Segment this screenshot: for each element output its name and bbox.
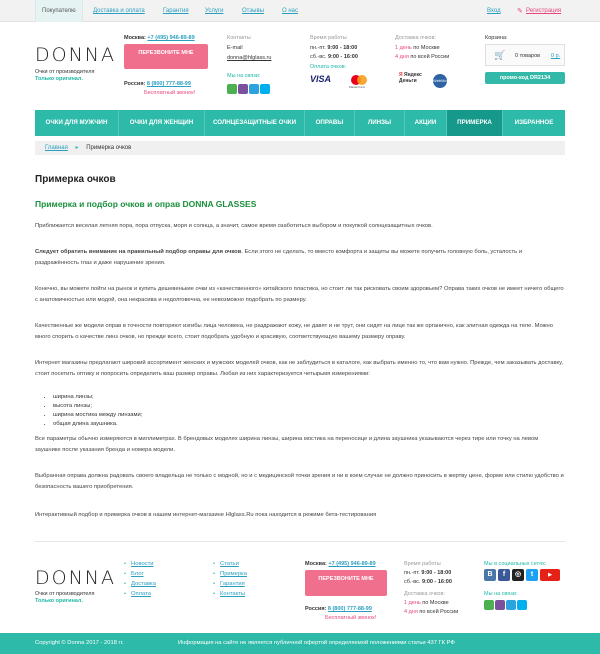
- russia-phone[interactable]: 8 (800) 777-88-99: [146, 81, 191, 87]
- footer-logo[interactable]: DONNA: [35, 567, 117, 589]
- footer-divider: [35, 541, 565, 542]
- footer-delivery-label: Доставка очков:: [404, 591, 445, 597]
- moscow-phone[interactable]: +7 (495) 946-89-89: [147, 35, 195, 41]
- hours-weekend: [310, 53, 358, 61]
- telegram-icon[interactable]: [249, 84, 259, 94]
- footer-delivery-moscow: [404, 599, 449, 607]
- list-item: • высота линзы;: [53, 402, 142, 411]
- youtube-icon[interactable]: ▶: [540, 569, 560, 581]
- footer-hours-weekdays-days: пн.-пт.: [404, 570, 420, 576]
- footer-moscow-phone[interactable]: +7 (495) 946-89-89: [328, 561, 376, 567]
- hours-label: Время работы: [310, 35, 347, 41]
- topnav-item-services[interactable]: Услуги: [205, 8, 224, 14]
- paragraph-quality: Качественные же модели оправ в точности повторяют изгибы лица человека, не раздражают кожу, не давят и не трут, они сидят на лице так же органично, как элитная одежда на теле. Можно много спорить о качестве линз очков, но прежде всего, стоит подобрать удобную и красивую, соответствующую вашему размеру оправу.: [35, 323, 553, 340]
- twitter-icon[interactable]: t: [526, 569, 538, 581]
- cart-sum[interactable]: 0 р.: [551, 53, 561, 59]
- footer-russia-phone[interactable]: 8 (800) 777-88-99: [327, 606, 372, 612]
- paragraph-market: Конечно, вы можете пойти на рынок и купить дешевенькие очки из «качественного» китайского пластика, но стоит ли так рисковать своим здоровьем? Оправа таких очков не имеет ничего общего с анатомичностью или модой, она некрасива и недолговечна, ее невозможно подобрать по размеру.: [35, 286, 564, 303]
- footer-social-label: Мы в социальных сетях:: [484, 561, 547, 567]
- yandex-money-logo: Я Яндекс Деньги: [399, 72, 422, 84]
- footer-link-contacts[interactable]: • Контакты: [213, 589, 247, 599]
- footer-link-fitting[interactable]: • Примерка: [213, 569, 247, 579]
- page-subtitle: Примерка и подбор очков и оправ DONNA GLASSES: [35, 199, 257, 209]
- footer-link-delivery[interactable]: • Доставка: [124, 579, 156, 589]
- cart-box[interactable]: [485, 44, 565, 66]
- footer-russia-phone-row: [305, 605, 372, 613]
- footer-link-news[interactable]: • Новости: [124, 559, 156, 569]
- russia-phone-row: [124, 80, 191, 88]
- hours-weekend-time: 9:00 - 16:00: [327, 54, 358, 60]
- footer-hours-weekend: [404, 578, 452, 586]
- copyright: Copyright © Donna 2017 - 2018 гг.: [35, 640, 124, 646]
- topnav-item-delivery[interactable]: Доставка и оплата: [93, 8, 145, 14]
- footer-hours-label: Время работы: [404, 561, 441, 567]
- promo-code[interactable]: промо-код DR2134: [485, 72, 565, 84]
- nav-sunglasses[interactable]: СОЛНЦЕЗАЩИТНЫЕ ОЧКИ: [205, 110, 305, 136]
- login-link[interactable]: Вход: [487, 8, 501, 14]
- breadcrumb-arrow-icon: ▸: [75, 145, 79, 151]
- breadcrumb: [35, 141, 565, 155]
- moscow-phone-row: [124, 34, 195, 42]
- delivery-label: Доставка очков:: [395, 35, 436, 41]
- footer-callback-button[interactable]: ПЕРЕЗВОНИТЕ МНЕ: [305, 570, 387, 596]
- delivery-russia-days: 4 дня: [395, 54, 409, 60]
- breadcrumb-current: Примерка очков: [86, 145, 132, 151]
- nav-sales[interactable]: АКЦИИ: [405, 110, 447, 136]
- delivery-moscow-days: 1 день: [395, 45, 412, 51]
- topnav-item-reviews[interactable]: Отзывы: [242, 8, 264, 14]
- delivery-russia-text: по всей России: [410, 54, 450, 60]
- main-nav: [35, 110, 565, 136]
- nav-frames[interactable]: ОПРАВЫ: [305, 110, 355, 136]
- footer-link-blog[interactable]: • Блог: [124, 569, 156, 579]
- logo[interactable]: DONNA: [35, 44, 117, 66]
- tagline: Очки от производителя: [35, 69, 95, 75]
- footer-messengers-label: Мы на связи:: [484, 591, 518, 597]
- paragraph-attention-bold: Следует обратить внимание на правильный подбор оправы для очков: [35, 249, 242, 255]
- list-item: • общая длина заушника.: [53, 420, 142, 429]
- russia-label: Россия:: [124, 81, 146, 87]
- tagline-original: Только оригинал.: [35, 76, 83, 82]
- footer-free-call-note: Бесплатный звонок!: [325, 615, 377, 621]
- skype-icon[interactable]: [260, 84, 270, 94]
- nav-women[interactable]: ОЧКИ ДЛЯ ЖЕНЩИН: [119, 110, 205, 136]
- paragraph-shops: Интернет магазины предлагают широкий ассортимент женских и мужских моделей очков, как не заблудиться в каталоге, как выбрать именно то, что вам нужно. Прежде, чем заказывать доставку, стоит посетить оптику и попросить определить ваш размер оправы. Любая из них характеризуется четырьмя измерениями:: [35, 360, 564, 377]
- breadcrumb-home[interactable]: Главная: [45, 145, 68, 151]
- footer-hours-weekdays-time: 9:00 - 18:00: [421, 570, 452, 576]
- paragraph-attention: [35, 247, 565, 269]
- footer-link-payment[interactable]: • Оплата: [124, 589, 156, 599]
- paragraph-attention-rest: . Если этого не сделать, то вместо комфорта и защиты вы можете получить головную боль, усталость и раздражённость глаз и даже нарушение зрения.: [35, 249, 523, 266]
- hours-weekdays-time: 9:00 - 18:00: [327, 45, 358, 51]
- cart-icon: 🛒: [494, 50, 506, 60]
- delivery-moscow: [395, 44, 440, 52]
- list-item: • ширина линзы;: [53, 393, 142, 402]
- nav-favorites[interactable]: ИЗБРАННОЕ: [514, 119, 554, 126]
- topnav-item-customer[interactable]: Покупателю: [35, 0, 83, 22]
- footer-links-col2: [213, 559, 247, 599]
- webmoney-logo: WebMoney: [433, 74, 447, 88]
- instagram-icon[interactable]: ◎: [512, 569, 524, 581]
- nav-men[interactable]: ОЧКИ ДЛЯ МУЖЧИН: [35, 110, 119, 136]
- hours-weekdays-days: пн.-пт.: [310, 45, 326, 51]
- footer-link-articles[interactable]: • Статьи: [213, 559, 247, 569]
- skype-icon[interactable]: [517, 600, 527, 610]
- footer-delivery-russia-days: 4 дня: [404, 609, 418, 615]
- callback-button[interactable]: ПЕРЕЗВОНИТЕ МНЕ: [124, 44, 208, 69]
- footer-russia-label: Россия:: [305, 606, 327, 612]
- footer-link-warranty[interactable]: • Гарантия: [213, 579, 247, 589]
- viber-icon[interactable]: [238, 84, 248, 94]
- topnav-item-about[interactable]: О нас: [282, 8, 298, 14]
- paragraph-measures: Все параметры обычно измеряются в миллиметрах. В брендовых моделях ширина линзы, ширина мостика на переносице и длина заушника указываются через тире или точку на левом заушнике после указания бренда и номера модели.: [35, 436, 539, 453]
- topnav-item-warranty[interactable]: Гарантия: [163, 8, 189, 14]
- delivery-moscow-text: по Москве: [413, 45, 440, 51]
- pencil-icon: ✎: [517, 8, 523, 15]
- whatsapp-icon[interactable]: [227, 84, 237, 94]
- paragraph-beta: Интерактивный подбор и примерка очков в нашем интернет-магазине Hlglass.Ru пока находится в режиме бета-тестирования: [35, 512, 377, 518]
- vk-icon[interactable]: B: [484, 569, 496, 581]
- facebook-icon[interactable]: f: [498, 569, 510, 581]
- page-title: Примерка очков: [35, 174, 116, 185]
- contacts-label: Контакты: [227, 35, 251, 41]
- register-link[interactable]: Регистрация: [526, 8, 562, 14]
- hours-weekend-days: сб.-вс.: [310, 54, 327, 60]
- moscow-label: Москва:: [124, 35, 146, 41]
- frame-measurements-list: [43, 393, 142, 429]
- footer-delivery-russia-text: по всей России: [419, 609, 459, 615]
- footer-hours-weekdays: [404, 569, 451, 577]
- paragraph-choice: Выбранная оправа должна радовать своего владельца не только с модной, но и с медицинской точки зрения и ни в коем случае не должно приносить в жертву цене, форме или стилю удобство и безопасность вашего приобретения.: [35, 473, 564, 490]
- email-label: E-mail: [227, 45, 243, 51]
- viber-icon[interactable]: [495, 600, 505, 610]
- footer-moscow-label: Москва:: [305, 561, 327, 567]
- mastercard-text: MasterCard: [349, 85, 365, 89]
- list-item: • ширина мостика между линзами;: [53, 411, 142, 420]
- paragraph-intro: Приближается веселая летняя пора, пора отпуска, моря и солнца, а значит, самое время озаботиться выбором и покупкой солнцезащитных очков.: [35, 223, 433, 229]
- mastercard-logo: [349, 75, 373, 89]
- footer-delivery-moscow-days: 1 день: [404, 600, 421, 606]
- payment-label: Оплата очков:: [310, 64, 347, 70]
- social-icons: [484, 569, 562, 581]
- whatsapp-icon[interactable]: [484, 600, 494, 610]
- footer-messenger-icons: [484, 600, 528, 612]
- visa-logo: VISA: [310, 74, 332, 84]
- footer-tagline-original: Только оригинал.: [35, 598, 83, 604]
- cart-label: Корзина:: [485, 35, 508, 41]
- footer-links-col1: [124, 559, 156, 599]
- top-bar: [0, 0, 600, 22]
- hours-weekdays: [310, 44, 357, 52]
- bottom-bar: [0, 633, 600, 654]
- cart-count: 0 товаров: [515, 53, 541, 59]
- nav-lenses[interactable]: ЛИНЗЫ: [355, 110, 405, 136]
- footer-hours-weekend-time: 9:00 - 16:00: [421, 579, 452, 585]
- disclaimer: Информация на сайте не является публичной офертой определяемой положениями статьи 437 ГК РФ: [178, 640, 455, 646]
- footer-moscow-phone-row: [305, 560, 376, 568]
- footer-delivery-moscow-text: по Москве: [422, 600, 449, 606]
- email-link[interactable]: donna@hlglass.ru: [227, 55, 272, 61]
- delivery-russia: [395, 53, 449, 61]
- footer-tagline: Очки от производителя: [35, 591, 95, 597]
- messenger-icons: [227, 84, 271, 96]
- footer-delivery-russia: [404, 608, 458, 616]
- footer-hours-weekend-days: сб.-вс.: [404, 579, 421, 585]
- free-call-note: Бесплатный звонок!: [144, 90, 196, 96]
- nav-fitting[interactable]: ПРИМЕРКА: [447, 110, 503, 136]
- messengers-label: Мы на связи:: [227, 73, 261, 79]
- telegram-icon[interactable]: [506, 600, 516, 610]
